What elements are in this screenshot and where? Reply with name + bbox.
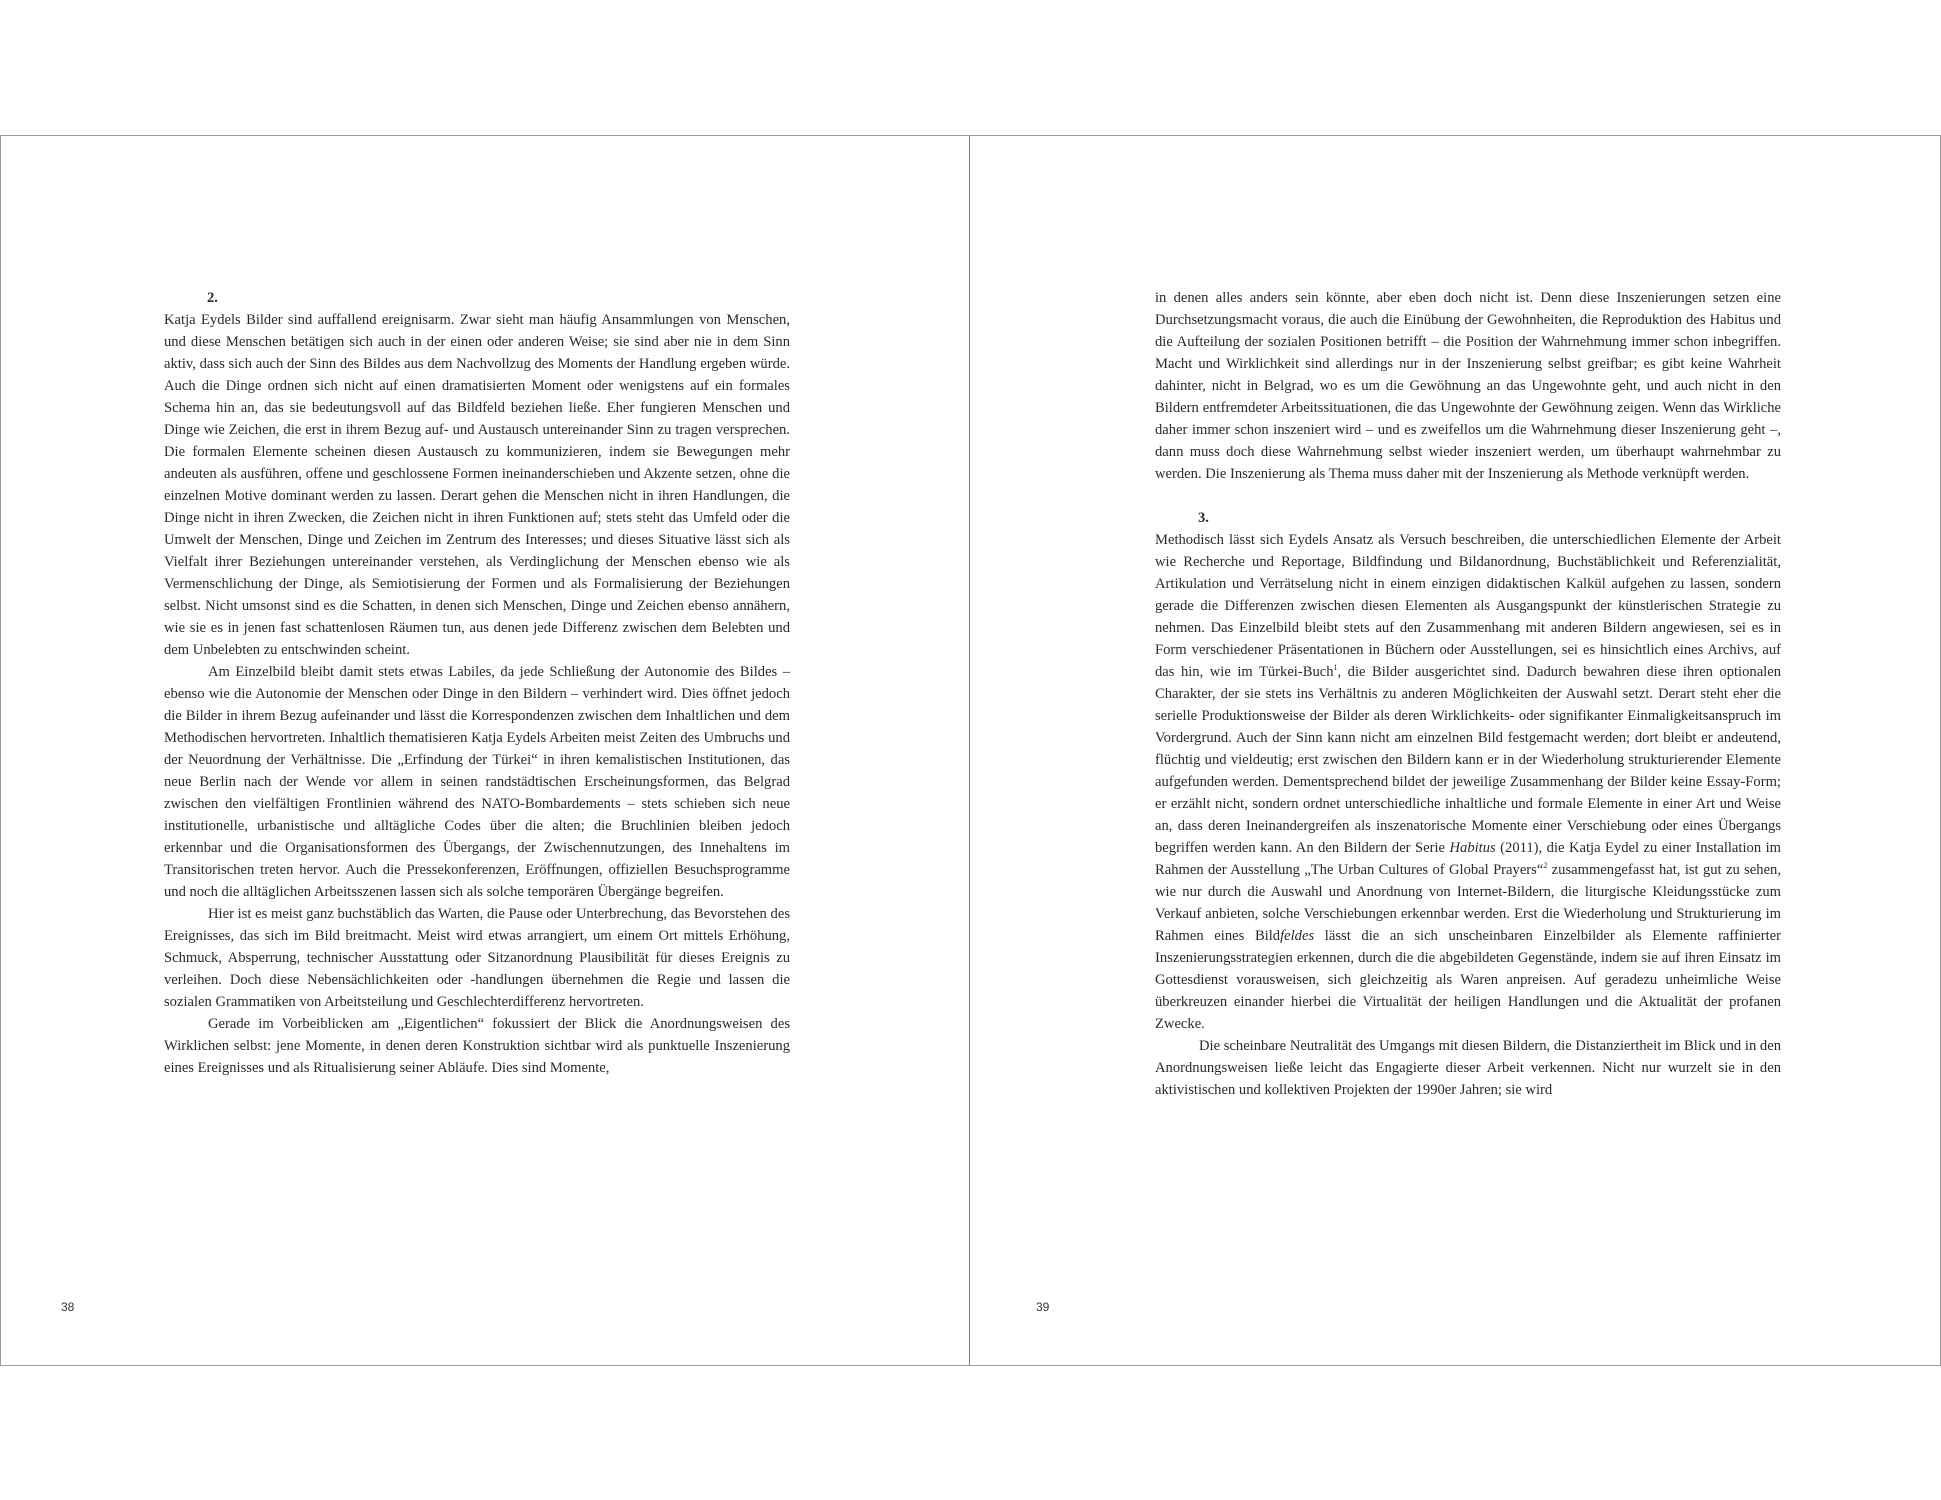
paragraph: Katja Eydels Bilder sind auffallend ereignisarm. Zwar sieht man häufig Ansammlungen von Menschen, und diese Menschen betätigen sich auch in der einen oder anderen Weise; sie sind aber nie in dem Sinn aktiv, dass sich auch der Sinn des Bildes aus dem Nachvollzug des Moments der Handlung ergeben würde. Auch die Dinge ordnen sich nicht auf einen dramatisierten Moment oder wenigstens auf ein formales Schema hin an, das sie bedeutungsvoll auf das Bildfeld beziehen ließe. Eher fungieren Menschen und Dinge wie Zeichen, die erst in ihrem Bezug auf- und Austausch untereinander Sinn zu tragen versprechen. Die formalen Elemente scheinen diesen Austausch zu kommunizieren, indem sie Bewegungen mehr andeuten als ausführen, offene und geschlossene Formen ineinanderschieben und Akzente setzen, ohne die einzelnen Motive dominant werden zu lassen. Derart gehen die Menschen nicht in ihren Handlungen, die Dinge nicht in ihren Zwecken, die Zeichen nicht in ihren Funktionen auf; stets steht das Umfeld oder die Umwelt der Menschen, Dinge und Zeichen im Zentrum des Interesses; und dieses Situative lässt sich als Vielfalt ihrer Beziehungen untereinander verstehen, als Verdinglichung der Menschen ebenso wie als Vermenschlichung der Dinge, als Semiotisierung der Formen und als Formalisierung der Beziehungen selbst. Nicht umsonst sind es die Schatten, in denen sich Menschen, Dinge und Zeichen ebenso annähern, wie sie es in jenen fast schattenlosen Räumen tun, aus denen jede Differenz zwischen dem Belebten und dem Unbelebten zu entschwinden scheint. xyxy=(164,312,790,658)
text-run: zusammengefasst hat, ist gut zu sehen, wie nur durch die Auswahl und Anordnung von Internet-Bildern, die liturgische Kleidungsstücke zum Verkauf anbieten, solche Verschiebungen erkennbar werden. Erst die Wiederholung und Strukturierung im Rahmen eines Bild xyxy=(1155,862,1781,944)
section-gap xyxy=(1155,485,1781,507)
italic-suffix: feldes xyxy=(1280,928,1315,944)
text-run: Methodisch lässt sich Eydels Ansatz als Versuch beschreiben, die unterschiedlichen Elemente der Arbeit wie Recherche und Reportage, Bildfindung und Bildanordnung, Buchstäblichkeit und Referenzialität, Artikulation und Verrätselung nicht in einem einzigen didaktischen Kalkül aufgehen zu lassen, sondern gerade die Differenzen zwischen diesen Elementen als Ausgangspunkt der künstlerischen Strategie zu nehmen. Das Einzelbild bleibt stets auf den Zusammenhang mit anderen Bildern angewiesen, sei es in Form verschiedener Präsentationen in Büchern oder Ausstellungen, sei es hinsichtlich eines Archivs, auf das hin, wie im Türkei-Buch xyxy=(1155,532,1781,680)
paragraph: Am Einzelbild bleibt damit stets etwas Labiles, da jede Schließung der Autonomie des Bildes – ebenso wie die Autonomie der Menschen oder Dinge in den Bildern – verhindert wird. Dies öffnet jedoch die Bilder in ihrem Bezug aufeinander und lässt die Korrespondenzen zwischen dem Inhaltlichen und dem Methodischen hervortreten. Inhaltlich thematisieren Katja Eydels Arbeiten meist Zeiten des Umbruchs und der Neuordnung der Verhältnisse. Die „Erfindung der Türkei“ in ihren kemalistischen Institutionen, das neue Berlin nach der Wende vor allem in seinen randstädtischen Erscheinungsformen, das Belgrad zwischen den vielfältigen Frontlinien während des NATO-Bombardements – stets schieben sich neue institutionelle, urbanistische und alltägliche Codes über die alten; die Bruchlinien bleiben jedoch erkennbar und die Organisationsformen des Übergangs, der Zwischennutzungen, des Innehaltens im Transitorischen treten hervor. Auch die Pressekonferenzen, Eröffnungen, offiziellen Besuchsprogramme und noch die alltäglichen Arbeitsszenen lassen sich als solche temporären Übergänge begreifen. xyxy=(164,664,790,900)
text-run: lässt die an sich unscheinbaren Einzelbilder als Elemente raffinierter Inszenierungsstrategien erkennen, durch die die abgebildeten Gegenstände, indem sie auf ihren Einsatz im Gottesdienst vorausweisen, sich gleichzeitig als Waren anpreisen. Auf geradezu unheimliche Weise überkreuzen einander hierbei die Virtualität der heiligen Handlungen und die Aktualität der profanen Zwecke. xyxy=(1155,928,1781,1032)
text-run: (2011), die Katja Eydel zu einer Installation im Rahmen der Ausstellung „The Urban Cultures of Global Prayers“ xyxy=(1155,840,1781,878)
right-page xyxy=(970,136,1941,1365)
section-number-2: 2. xyxy=(207,290,218,306)
right-page-text xyxy=(1155,287,1781,1101)
text-run: , die Bilder ausgerichtet sind. Dadurch bewahren diese ihren optionalen Charakter, der sie stets ins Verhältnis zu anderen Möglichkeiten der Auswahl setzt. Derart steht eher die serielle Produktionsweise der Bilder als deren Wirklichkeits- oder signifikanter Einmaligkeitsanspruch im Vordergrund. Auch der Sinn kann nicht am einzelnen Bild festgemacht werden; dort bleibt er andeutend, flüchtig und vieldeutig; erst zwischen den Bildern kann er in der Wiederholung strukturierender Elemente aufgefunden werden. Dementsprechend bildet der jeweilige Zusammenhang der Bilder keine Essay-Form; er erzählt nicht, sondern ordnet unterschiedliche inhaltliche und formale Elemente in einer Art und Weise an, dass deren Ineinandergreifen als inszenatorische Momente einer Verschiebung oder eines Übergangs begriffen werden kann. An den Bildern der Serie xyxy=(1155,664,1782,856)
page-number-left: 38 xyxy=(61,1300,75,1314)
page-number-right: 39 xyxy=(1036,1300,1050,1314)
left-page xyxy=(0,136,970,1365)
paragraph: Gerade im Vorbeiblicken am „Eigentlichen“ fokussiert der Blick die Anordnungsweisen des Wirklichen selbst: jene Momente, in denen deren Konstruktion sichtbar wird als punktuelle Inszenierung eines Ereignisses und als Ritualisierung seiner Abläufe. Dies sind Momente, xyxy=(164,1016,790,1076)
footnote-marker-2[interactable]: 2 xyxy=(1543,861,1548,871)
left-page-text xyxy=(164,287,790,1079)
paragraph-section-3 xyxy=(1155,529,1781,1035)
footnote-marker-1[interactable]: 1 xyxy=(1333,663,1338,673)
paragraph: Hier ist es meist ganz buchstäblich das Warten, die Pause oder Unterbrechung, das Bevorstehen des Ereignisses, das sich im Bild breitmacht. Meist wird etwas arrangiert, um einem Ort mittels Erhöhung, Schmuck, Absperrung, technischer Ausstattung oder Sitzanordnung Plausibilität für dieses Ereignis zu verleihen. Doch diese Nebensächlichkeiten oder -handlungen übernehmen die Regie und lassen die sozialen Grammatiken von Arbeitsteilung und Geschlechterdifferenz hervortreten. xyxy=(164,906,790,1010)
book-spread xyxy=(0,135,1941,1366)
section-number-3: 3. xyxy=(1198,510,1209,526)
paragraph: in denen alles anders sein könnte, aber eben doch nicht ist. Denn diese Inszenierungen setzen eine Durchsetzungsmacht voraus, die auch die Einübung der Gewohnheiten, die Reproduktion des Habitus und die Aufteilung der sozialen Positionen betrifft – die Position der Wahrnehmung immer schon inbegriffen. Macht und Wirklichkeit sind allerdings nur in der Inszenierung selbst greifbar; es gibt keine Wahrheit dahinter, nicht in Belgrad, wo es um die Gewöhnung an das Ungewohnte geht, und auch nicht in den Bildern entfremdeter Arbeitssituationen, die das Ungewohnte der Gewöhnung zeigen. Wenn das Wirkliche daher immer schon inszeniert wird – und es zweifellos um die Wahrnehmung dieser Inszenierung geht –, dann muss doch diese Wahrnehmung selbst wieder inszeniert werden, um überhaupt wahrnehmbar zu werden. Die Inszenierung als Thema muss daher mit der Inszenierung als Methode verknüpft werden. xyxy=(1155,290,1781,482)
series-title: Habitus xyxy=(1449,840,1496,856)
paragraph: Die scheinbare Neutralität des Umgangs mit diesen Bildern, die Distanziertheit im Blick und in den Anordnungsweisen ließe leicht das Engagierte dieser Arbeit verkennen. Nicht nur wurzelt sie in den aktivistischen und kollektiven Projekten der 1990er Jahren; sie wird xyxy=(1155,1038,1781,1098)
